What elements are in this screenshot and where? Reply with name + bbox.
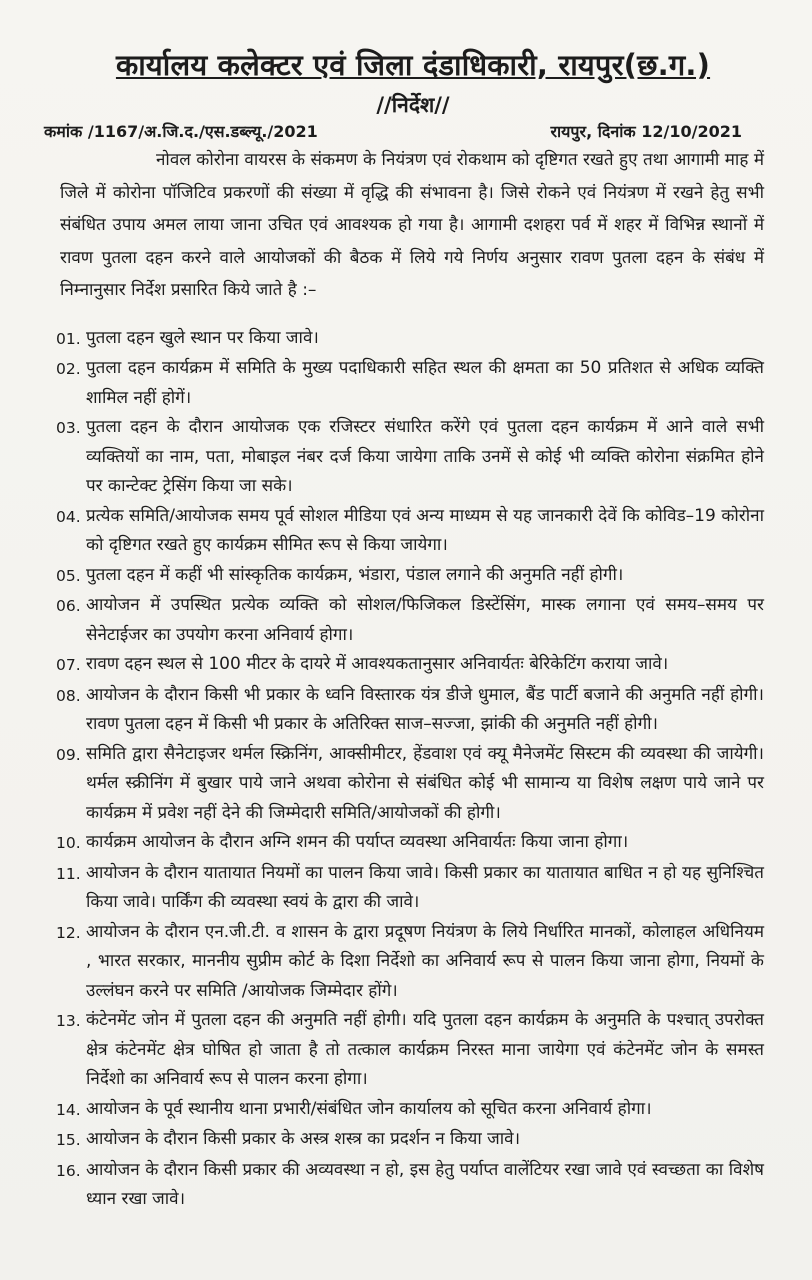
directive-number: 05. bbox=[56, 566, 81, 585]
directive-number: 14. bbox=[56, 1100, 81, 1119]
directive-item bbox=[56, 354, 764, 413]
directive-text: पुतला दहन खुले स्थान पर किया जावे। bbox=[86, 327, 319, 348]
directive-number: 03. bbox=[56, 419, 81, 437]
directive-text: समिति द्वारा सैनेटाइजर थर्मल स्क्रिनिंग, आक्सीमीटर, हेंडवाश एवं क्यू मैनेजमेंट सिस्टम की व्यवस्था की जायेगी। थर्मल स्क्रीनिंग में बुखार पाये जाने अथवा कोरोना से संबंधित कोई भी सामान्य या विशेष लक्षण पाये जाने पर कार्यक्रम में प्रवेश नहीं देने की जिम्मेदारी समिति/आयोजकों की होगी। bbox=[86, 743, 764, 823]
directive-number: 13. bbox=[56, 1012, 81, 1030]
directive-number: 02. bbox=[56, 360, 81, 378]
directive-text: पुतला दहन कार्यक्रम में समिति के मुख्य पदाधिकारी सहित स्थल की क्षमता का 50 प्रतिशत से अधिक व्यक्ति शामिल नहीं होगें। bbox=[86, 358, 764, 408]
directive-item bbox=[56, 918, 764, 1007]
directive-text: आयोजन के दौरान किसी भी प्रकार के ध्वनि विस्तारक यंत्र डीजे धुमाल, बैंड पार्टी बजाने की अनुमति नहीं होगी। रावण पुतला दहन में किसी भी प्रकार के अतिरिक्त साज–सज्जा, झांकी की अनुमति नहीं होगी। bbox=[86, 684, 764, 734]
date-line: रायपुर, दिनांक 12/10/2021 bbox=[550, 122, 742, 141]
directive-number: 12. bbox=[56, 923, 81, 942]
directive-text: प्रत्येक समिति/आयोजक समय पूर्व सोशल मीडिया एवं अन्य माध्यम से यह जानकारी देवें कि कोविड–19 कोरोना को दृष्टिगत रखते हुए कार्यक्रम सीमित रूप से किया जायेगा। bbox=[86, 505, 764, 555]
directives-list bbox=[56, 324, 764, 1215]
directive-item bbox=[56, 650, 764, 681]
intro-paragraph: नोवल कोरोना वायरस के संकमण के नियंत्रण एवं रोकथाम को दृष्टिगत रखते हुए तथा आगामी माह में जिले में कोरोना पॉजिटिव प्रकरणों की संख्या में वृद्धि की संभावना है। जिसे रोकने एवं नियंत्रण में रखने हेतु सभी संबंधित उपाय अमल लाया जाना उचित एवं आवश्यक हो गया है। आगामी दशहरा पर्व में शहर में विभिन्न स्थानों में रावण पुतला दहन करने वाले आयोजकों की बैठक में लिये गये निर्णय अनुसार रावण पुतला दहन के संबंध में निम्नानुसार निर्देश प्रसारित किये जाते है :– bbox=[60, 150, 764, 300]
directive-number: 08. bbox=[56, 686, 81, 705]
directive-number: 10. bbox=[56, 834, 81, 852]
directive-item bbox=[56, 681, 764, 740]
directive-text: आयोजन के दौरान किसी प्रकार की अव्यवस्था न हो, इस हेतु पर्याप्त वालेंटियर रखा जावे एवं स्वच्छता का विशेष ध्यान रखा जावे। bbox=[86, 1159, 764, 1209]
reference-number: कमांक /1167/अ.जि.द./एस.डब्ल्यू./2021 bbox=[44, 122, 318, 141]
directive-number: 09. bbox=[56, 745, 81, 764]
directive-text: पुतला दहन के दौरान आयोजक एक रजिस्टर संधारित करेंगे एवं पुतला दहन कार्यक्रम में आने वाले सभी व्यक्तियों का नाम, पता, मोबाइल नंबर दर्ज किया जायेगा ताकि उनमें से कोई भी व्यक्ति कोरोना संक्रमित होने पर कान्टेक्ट ट्रेसिंग किया जा सके। bbox=[86, 417, 764, 496]
directive-item bbox=[56, 1006, 764, 1095]
order-label: //निर्देश// bbox=[376, 93, 450, 117]
directive-item bbox=[56, 740, 764, 829]
directive-number: 06. bbox=[56, 597, 81, 615]
directive-text: कंटेनमेंट जोन में पुतला दहन की अनुमति नहीं होगी। यदि पुतला दहन कार्यक्रम के अनुमति के पश्चात् उपरोक्त क्षेत्र कंटेनमेंट क्षेत्र घोषित हो जाता है तो तत्काल कार्यक्रम निरस्त माना जायेगा एवं कंटेनमेंट जोन के समस्त निर्देशो का अनिवार्य रूप से पालन करना होगा। bbox=[86, 1010, 764, 1089]
directive-text: रावण दहन स्थल से 100 मीटर के दायरे में आवश्यकतानुसार अनिवार्यतः बेरिकेटिंग कराया जावे। bbox=[86, 654, 669, 674]
directive-item bbox=[56, 1125, 764, 1156]
directive-text: आयोजन के दौरान एन.जी.टी. व शासन के द्वारा प्रदूषण नियंत्रण के लिये निर्धारित मानकों, कोलाहल अधिनियम , भारत सरकार, माननीय सुप्रीम कोर्ट के दिशा निर्देशो का अनिवार्य रूप से पालन किया जाना होगा, नियमों के उल्लंघन करने पर समिति /आयोजक जिम्मेदार होंगे। bbox=[86, 921, 764, 1001]
directive-item bbox=[56, 324, 764, 355]
directive-text: आयोजन में उपस्थित प्रत्येक व्यक्ति को सोशल/फिजिकल डिस्टेंसिंग, मास्क लगाना एवं समय–समय पर सेनेटाईजर का उपयोग करना अनिवार्य होगा। bbox=[86, 595, 764, 645]
directive-number: 15. bbox=[56, 1131, 81, 1149]
directive-item bbox=[56, 859, 764, 918]
directive-number: 11. bbox=[56, 864, 81, 883]
directive-text: आयोजन के पूर्व स्थानीय थाना प्रभारी/संबंधित जोन कार्यालय को सूचित करना अनिवार्य होगा। bbox=[86, 1098, 652, 1119]
directive-item bbox=[56, 413, 764, 502]
directive-text: कार्यक्रम आयोजन के दौरान अग्नि शमन की पर्याप्त व्यवस्था अनिवार्यतः किया जाना होगा। bbox=[86, 832, 629, 852]
directive-item bbox=[56, 828, 764, 859]
directive-number: 07. bbox=[56, 656, 81, 674]
directive-text: आयोजन के दौरान किसी प्रकार के अस्त्र शस्त्र का प्रदर्शन न किया जावे। bbox=[86, 1129, 521, 1149]
reference-row bbox=[44, 120, 764, 144]
directive-item bbox=[56, 1156, 764, 1215]
directive-number: 16. bbox=[56, 1161, 81, 1180]
directive-number: 01. bbox=[56, 329, 81, 348]
directive-item bbox=[56, 502, 764, 561]
directive-item bbox=[56, 591, 764, 650]
directive-text: पुतला दहन में कहीं भी सांस्कृतिक कार्यक्रम, भंडारा, पंडाल लगाने की अनुमति नहीं होगी। bbox=[86, 564, 624, 585]
directive-number: 04. bbox=[56, 507, 81, 526]
directive-item bbox=[56, 561, 764, 592]
directive-item bbox=[56, 1095, 764, 1126]
directive-text: आयोजन के दौरान यातायात नियमों का पालन किया जावे। किसी प्रकार का यातायात बाधित न हो यह सुनिश्चित किया जावे। पार्किंग की व्यवस्था स्वयं के द्वारा की जावे। bbox=[86, 862, 764, 912]
office-header-title: कार्यालय कलेक्टर एवं जिला दंडाधिकारी, रायपुर(छ.ग.) bbox=[115, 48, 711, 82]
